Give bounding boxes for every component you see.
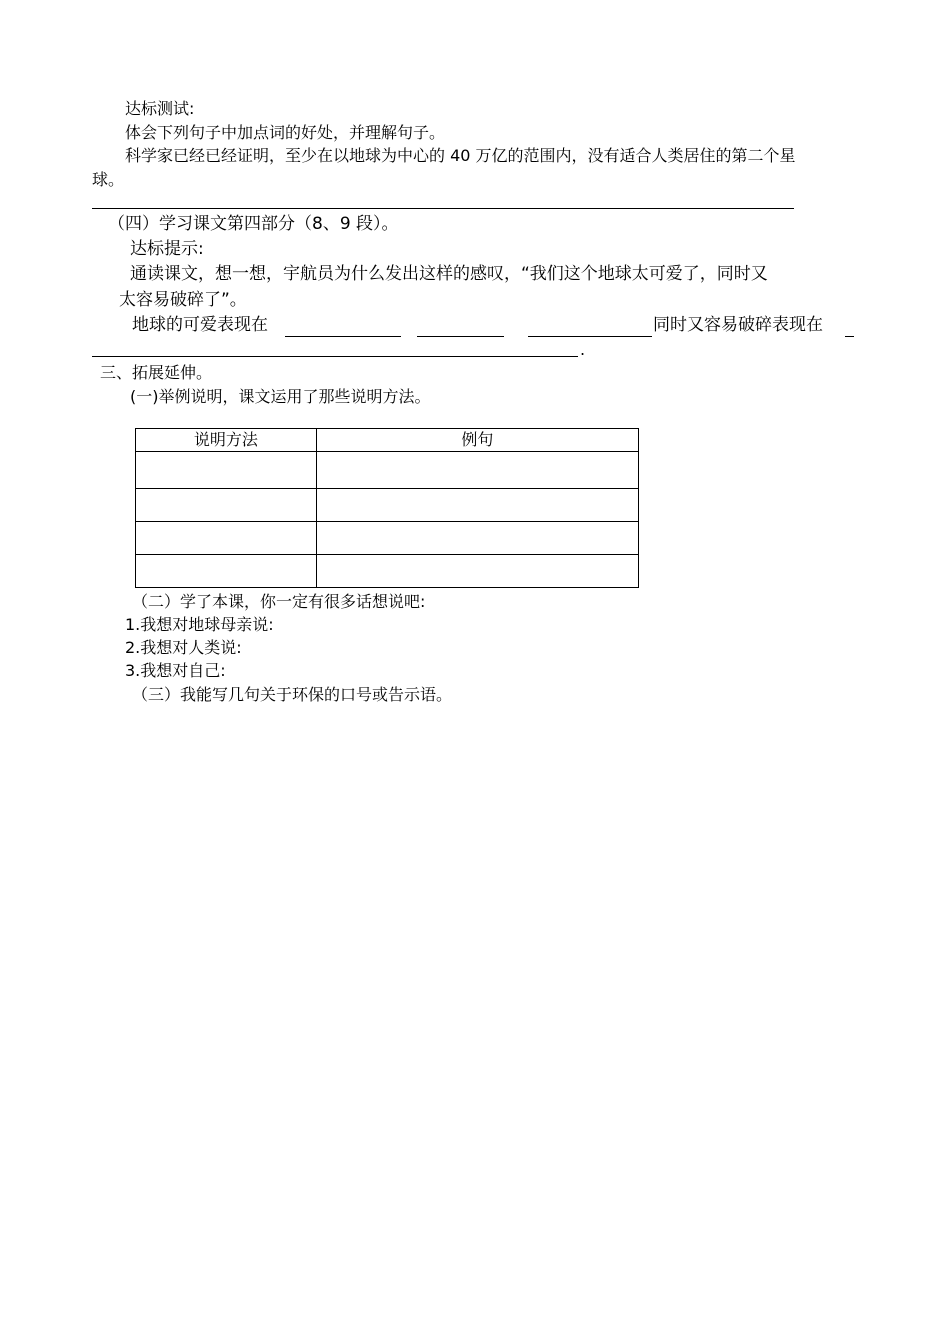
answer-line[interactable] — [92, 208, 794, 209]
example-cell[interactable] — [316, 522, 638, 555]
section-four-heading: （四）学习课文第四部分（8、9 段）。 — [108, 214, 399, 234]
item-1: 1.我想对地球母亲说: — [125, 615, 274, 634]
test-instruction: 体会下列句子中加点词的好处，并理解句子。 — [125, 123, 446, 142]
blank-1[interactable] — [285, 336, 401, 337]
section-three-heading: 三、拓展延伸。 — [100, 363, 213, 382]
part3-title: （三）我能写几句关于环保的口号或告示语。 — [132, 685, 453, 704]
header-example: 例句 — [316, 429, 638, 452]
test-sentence-line2: 球。 — [92, 170, 125, 189]
fill-prefix: 地球的可爱表现在 — [132, 315, 268, 335]
blank-4[interactable] — [92, 356, 578, 357]
method-cell[interactable] — [136, 555, 317, 588]
test-title: 达标测试: — [125, 99, 195, 118]
table-row — [136, 555, 639, 588]
blank-4-start[interactable] — [845, 336, 854, 337]
method-cell[interactable] — [136, 522, 317, 555]
header-method: 说明方法 — [136, 429, 317, 452]
blank-3[interactable] — [528, 336, 652, 337]
question-line1: 通读课文，想一想，宇航员为什么发出这样的感叹，“我们这个地球太可爱了，同时又 — [130, 264, 768, 284]
table-header-row — [136, 429, 639, 452]
fill-middle: 同时又容易破碎表现在 — [653, 315, 823, 335]
fill-end: . — [580, 340, 586, 359]
blank-2[interactable] — [417, 336, 504, 337]
part2-title: （二）学了本课，你一定有很多话想说吧: — [132, 592, 426, 611]
question-line2: 太容易破碎了”。 — [119, 290, 247, 310]
item-3: 3.我想对自己: — [125, 661, 226, 680]
test-sentence-line1: 科学家已经已经证明，至少在以地球为中心的 40 万亿的范围内，没有适合人类居住的第二个星 — [125, 146, 796, 165]
hint-title: 达标提示: — [130, 239, 204, 259]
table-row — [136, 452, 639, 489]
item-2: 2.我想对人类说: — [125, 638, 242, 657]
table-row — [136, 489, 639, 522]
method-cell[interactable] — [136, 452, 317, 489]
example-cell[interactable] — [316, 452, 638, 489]
part1-title: (一)举例说明，课文运用了那些说明方法。 — [130, 387, 431, 406]
example-cell[interactable] — [316, 489, 638, 522]
method-cell[interactable] — [136, 489, 317, 522]
example-cell[interactable] — [316, 555, 638, 588]
table-row — [136, 522, 639, 555]
methods-table — [135, 428, 639, 588]
